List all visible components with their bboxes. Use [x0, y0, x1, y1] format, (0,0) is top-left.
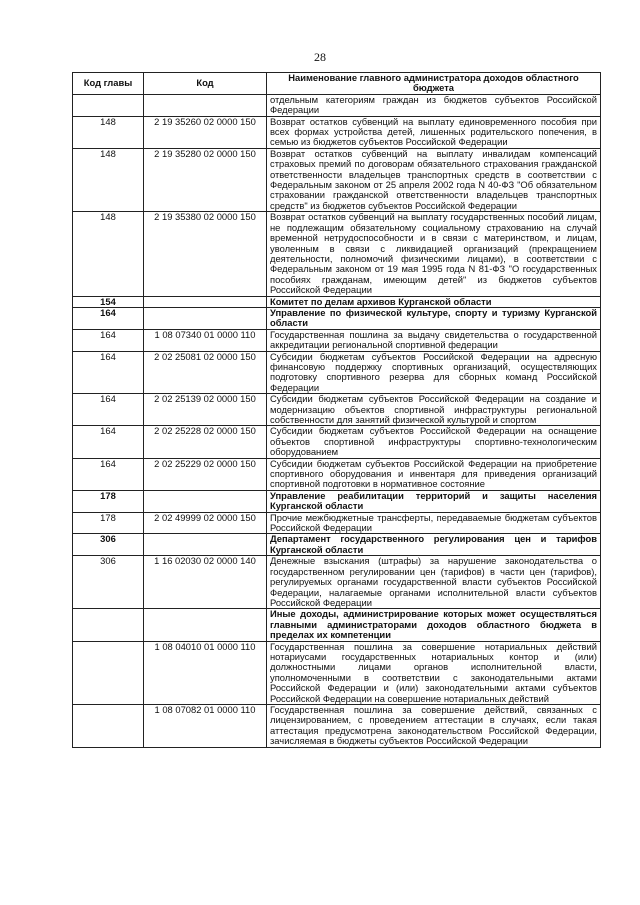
table-row — [73, 512, 601, 534]
row-code: 2 19 35260 02 0000 150 — [144, 116, 267, 148]
row-code: 2 02 25081 02 0000 150 — [144, 351, 267, 394]
header-code: Код — [144, 73, 267, 95]
table-row — [73, 148, 601, 211]
page-number: 28 — [314, 50, 326, 64]
row-code: 1 16 02030 02 0000 140 — [144, 556, 267, 609]
row-chapter-code: 164 — [73, 394, 144, 426]
row-chapter-code: 164 — [73, 426, 144, 458]
table-row — [73, 641, 601, 704]
header-administrator-name: Наименование главного администратора доходов областного бюджета — [267, 73, 601, 95]
row-code — [144, 534, 267, 556]
row-administrator-name: Возврат остатков субвенций на выплату инвалидам компенсаций страховых премий по договорам обязательного страхования гражданской ответственности владельцев транспортных средств в соответствии с Федеральным законом от 25 апреля 2002 года N 40-ФЗ "Об обязательном страховании гражданской ответственности владельцев транспортных средств" из бюджетов субъектов Российской Федерации — [267, 148, 601, 211]
row-code: 1 08 07082 01 0000 110 — [144, 704, 267, 747]
table-row — [73, 94, 601, 116]
header-chapter-code: Код главы — [73, 73, 144, 95]
row-code — [144, 490, 267, 512]
row-chapter-code — [73, 704, 144, 747]
row-code: 2 02 49999 02 0000 150 — [144, 512, 267, 534]
row-administrator-name: Управление по физической культуре, спорту и туризму Курганской области — [267, 307, 601, 329]
row-code: 1 08 07340 01 0000 110 — [144, 329, 267, 351]
table-row — [73, 490, 601, 512]
row-chapter-code: 178 — [73, 490, 144, 512]
row-administrator-name: Субсидии бюджетам субъектов Российской Федерации на адресную финансовую поддержку спортивных организаций, осуществляющих подготовку спортивного резерва для сборных команд Российской Федерации — [267, 351, 601, 394]
row-code: 2 02 25229 02 0000 150 — [144, 458, 267, 490]
row-administrator-name: Иные доходы, администрирование которых может осуществляться главными администраторами доходов областного бюджета в пределах их компетенции — [267, 609, 601, 641]
row-administrator-name: Государственная пошлина за совершение действий, связанных с лицензированием, с проведением аттестации в случаях, если такая аттестация предусмотрена законодательством Российской Федерации, зачисляемая в бюджеты субъектов Российской Федерации — [267, 704, 601, 747]
table-body — [73, 94, 601, 747]
row-code: 1 08 04010 01 0000 110 — [144, 641, 267, 704]
row-administrator-name: Департамент государственного регулирования цен и тарифов Курганской области — [267, 534, 601, 556]
table-row — [73, 556, 601, 609]
row-administrator-name: Управление реабилитации территорий и защиты населения Курганской области — [267, 490, 601, 512]
table-row — [73, 307, 601, 329]
table-row — [73, 534, 601, 556]
revenue-administrators-table — [72, 72, 601, 748]
row-chapter-code: 164 — [73, 329, 144, 351]
row-administrator-name: Возврат остатков субвенций на выплату единовременного пособия при всех формах устройства детей, лишенных родительского попечения, в семью из бюджетов субъектов Российской Федерации — [267, 116, 601, 148]
row-chapter-code: 164 — [73, 351, 144, 394]
row-code: 2 19 35280 02 0000 150 — [144, 148, 267, 211]
row-administrator-name: Прочие межбюджетные трансферты, передаваемые бюджетам субъектов Российской Федерации — [267, 512, 601, 534]
row-administrator-name: Государственная пошлина за совершение нотариальных действий нотариусами государственных нотариальных контор и (или) должностными лицами органов исполнительной власти, уполномоченными в соответствии с законодательными актами Российской Федерации и (или) законодательными актами субъектов Российской Федерации на совершение нотариальных действий — [267, 641, 601, 704]
row-administrator-name: Субсидии бюджетам субъектов Российской Федерации на оснащение объектов спортивной инфраструктуры спортивно-технологическим оборудованием — [267, 426, 601, 458]
table-row — [73, 116, 601, 148]
row-chapter-code — [73, 641, 144, 704]
row-chapter-code: 306 — [73, 534, 144, 556]
table-row — [73, 329, 601, 351]
row-chapter-code: 154 — [73, 296, 144, 307]
row-chapter-code — [73, 94, 144, 116]
row-code — [144, 609, 267, 641]
row-administrator-name: Денежные взыскания (штрафы) за нарушение законодательства о государственном регулировании цен (тарифов) в части цен (тарифов), регулируемых органами государственной власти субъектов Российской Федерации, налагаемые органами исполнительной власти субъектов Российской Федерации — [267, 556, 601, 609]
row-chapter-code: 148 — [73, 212, 144, 296]
row-chapter-code: 178 — [73, 512, 144, 534]
table-row — [73, 704, 601, 747]
row-chapter-code: 164 — [73, 458, 144, 490]
row-code — [144, 307, 267, 329]
row-chapter-code: 306 — [73, 556, 144, 609]
table-row — [73, 458, 601, 490]
row-chapter-code: 148 — [73, 148, 144, 211]
row-chapter-code: 164 — [73, 307, 144, 329]
table-row — [73, 609, 601, 641]
table-row — [73, 351, 601, 394]
row-administrator-name: отдельным категориям граждан из бюджетов субъектов Российской Федерации — [267, 94, 601, 116]
row-administrator-name: Субсидии бюджетам субъектов Российской Федерации на создание и модернизацию объектов спортивной инфраструктуры региональной собственности для занятий физической культурой и спортом — [267, 394, 601, 426]
row-administrator-name: Субсидии бюджетам субъектов Российской Федерации на приобретение спортивного оборудования и инвентаря для приведения организаций спортивной подготовки в нормативное состояние — [267, 458, 601, 490]
table-header-row — [73, 73, 601, 95]
table-row — [73, 296, 601, 307]
table-row — [73, 426, 601, 458]
row-code: 2 19 35380 02 0000 150 — [144, 212, 267, 296]
row-administrator-name: Возврат остатков субвенций на выплату государственных пособий лицам, не подлежащим обязательному социальному страхованию на случай временной нетрудоспособности и в связи с материнством, и лицам, уволенным в связи с ликвидацией организаций (прекращением деятельности, полномочий физическими лицами), в соответствии с Федеральным законом от 19 мая 1995 года N 81-ФЗ "О государственных пособиях гражданам, имеющим детей" из бюджетов субъектов Российской Федерации — [267, 212, 601, 296]
row-code — [144, 94, 267, 116]
row-code: 2 02 25139 02 0000 150 — [144, 394, 267, 426]
row-administrator-name: Комитет по делам архивов Курганской области — [267, 296, 601, 307]
row-chapter-code — [73, 609, 144, 641]
row-code: 2 02 25228 02 0000 150 — [144, 426, 267, 458]
row-administrator-name: Государственная пошлина за выдачу свидетельства о государственной аккредитации региональной спортивной федерации — [267, 329, 601, 351]
row-chapter-code: 148 — [73, 116, 144, 148]
row-code — [144, 296, 267, 307]
table-row — [73, 394, 601, 426]
table-row — [73, 212, 601, 296]
